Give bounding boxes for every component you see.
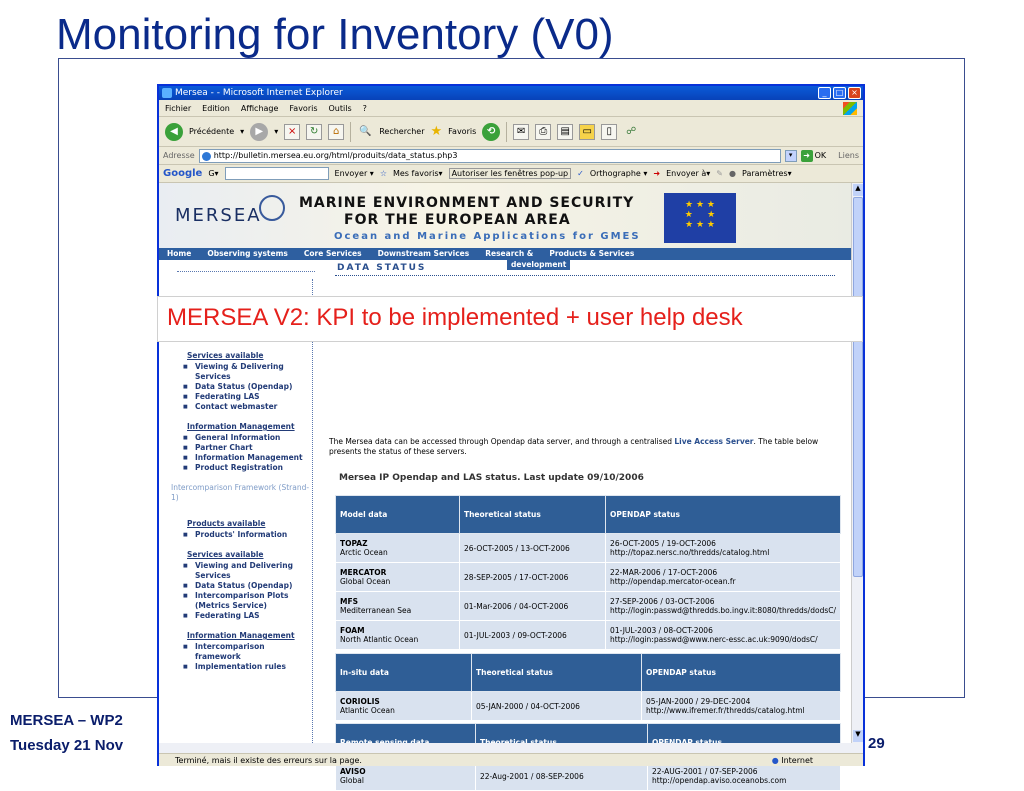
banner-subtitle: FOR THE EUROPEAN AREA <box>344 212 571 228</box>
sidebar-item-framework[interactable]: ■ Intercomparison framework <box>179 642 312 662</box>
status-text: Terminé, mais il existe des erreurs sur la page. <box>175 756 362 765</box>
opendap-cell <box>606 534 841 563</box>
opendap-dates: 27-SEP-2006 / 03-OCT-2006 <box>610 597 715 606</box>
google-search-input[interactable] <box>225 167 329 180</box>
horizontal-scrollbar[interactable] <box>159 743 863 753</box>
sidebar-item-data-status[interactable]: ■ Data Status (Opendap) <box>179 382 312 392</box>
model-region: North Atlantic Ocean <box>340 635 419 644</box>
table-row <box>336 534 841 563</box>
model-name: MERCATOR <box>340 568 387 577</box>
popup-blocker-button[interactable]: Autoriser les fenêtres pop-up <box>449 168 572 179</box>
messenger-icon[interactable]: ☍ <box>626 126 637 137</box>
back-dropdown-icon[interactable]: ▾ <box>240 127 245 136</box>
model-name: FOAM <box>340 626 365 635</box>
opendap-url[interactable]: http://login:passwd@www.nerc-essc.ac.uk:9090/dodsC/ <box>610 635 818 644</box>
google-logo[interactable]: Google <box>163 168 203 179</box>
table-row <box>336 692 841 721</box>
settings-circle-icon: ● <box>729 169 736 178</box>
banner-title: MARINE ENVIRONMENT AND SECURITY <box>299 195 635 211</box>
favorites-button-label[interactable]: Favoris <box>448 127 477 136</box>
sidebar-item-general-info[interactable]: ■ General Information <box>179 433 312 443</box>
nav-core-services[interactable]: Core Services <box>303 249 362 258</box>
toolbar <box>159 117 863 147</box>
sidebar-item-data-status-2[interactable]: ■ Data Status (Opendap) <box>179 581 312 591</box>
table-header: OPENDAP status <box>642 654 841 692</box>
browser-window <box>157 84 865 785</box>
google-send-button[interactable]: Envoyer ▾ <box>334 169 374 178</box>
window-title: Mersea - - Microsoft Internet Explorer <box>175 88 343 98</box>
footer-line1: MERSEA – WP2 <box>10 712 123 729</box>
opendap-url[interactable]: http://opendap.mercator-ocean.fr <box>610 577 736 586</box>
send-to-icon: ➜ <box>653 169 661 178</box>
opendap-cell <box>642 692 841 721</box>
theoretical-cell: 26-OCT-2005 / 13-OCT-2006 <box>459 534 605 563</box>
site-logo[interactable]: MERSEA <box>175 205 262 226</box>
model-cell <box>336 534 460 563</box>
forward-dropdown-icon[interactable]: ▾ <box>274 127 279 136</box>
page-number: 29 <box>868 735 885 752</box>
links-label[interactable]: Liens <box>838 151 859 160</box>
sidebar-item-plots[interactable]: ■ Intercomparison Plots (Metrics Service) <box>179 591 312 611</box>
address-label: Adresse <box>163 151 195 160</box>
nav-research-sub[interactable]: development <box>507 260 570 270</box>
opendap-url[interactable]: http://opendap.aviso.oceanobs.com <box>652 776 787 785</box>
search-button-label[interactable]: Rechercher <box>379 127 425 136</box>
intro-part2: . The table below presents the status of these servers. <box>329 437 819 456</box>
theoretical-cell: 28-SEP-2005 / 17-OCT-2006 <box>459 563 605 592</box>
sidebar-heading-services[interactable]: Services available <box>187 351 264 360</box>
nav-observing-systems[interactable]: Observing systems <box>207 249 288 258</box>
model-region: Global Ocean <box>340 577 391 586</box>
address-dropdown-icon[interactable]: ▾ <box>785 150 797 162</box>
theoretical-cell: 01-JUL-2003 / 09-OCT-2006 <box>459 621 605 650</box>
table-header: Theoretical status <box>472 654 642 692</box>
menu-favorites[interactable]: Favoris <box>289 103 318 113</box>
model-region: Arctic Ocean <box>340 548 388 557</box>
back-arrow-icon[interactable]: ◀ <box>165 123 183 141</box>
model-region: Mediterranean Sea <box>340 606 412 615</box>
sidebar-intercomparison-label: Intercomparison Framework (Strand-1) <box>171 483 310 502</box>
forward-arrow-icon[interactable]: ▶ <box>250 123 268 141</box>
google-g-button[interactable]: G▾ <box>208 169 219 178</box>
model-cell <box>336 621 460 650</box>
sidebar-item-viewing[interactable]: ■ Viewing & Delivering Services <box>179 362 312 382</box>
zone-text: Internet <box>781 756 813 765</box>
intro-text <box>329 437 843 457</box>
table-header: Theoretical status <box>459 496 605 534</box>
star-icon[interactable]: ☆ <box>379 169 387 178</box>
opendap-url[interactable]: http://login:passwd@thredds.bo.ingv.it:8080/thredds/dodsC/ <box>610 606 836 615</box>
las-link[interactable]: Live Access Server <box>674 437 754 446</box>
model-cell <box>336 692 472 721</box>
status-heading: Mersea IP Opendap and LAS status. Last update 09/10/2006 <box>339 473 644 483</box>
window-controls <box>818 87 861 99</box>
sidebar-item-products-info[interactable]: ■ Products' Information <box>179 530 312 540</box>
print-icon[interactable]: ⎙ <box>535 124 551 140</box>
opendap-dates: 05-JAN-2000 / 29-DEC-2004 <box>646 697 751 706</box>
globe-zone-icon: ● <box>771 756 779 765</box>
nav-home[interactable]: Home <box>167 249 192 258</box>
opendap-cell <box>606 592 841 621</box>
scroll-thumb[interactable] <box>853 197 863 577</box>
menu-bar <box>159 100 863 117</box>
window-titlebar[interactable] <box>159 86 863 100</box>
sidebar-item-info-mgmt[interactable]: ■ Information Management <box>179 453 312 463</box>
home-icon[interactable]: ⌂ <box>328 124 344 140</box>
opendap-cell <box>606 563 841 592</box>
table-row <box>336 592 841 621</box>
sidebar-item-federating-las-2[interactable]: ■ Federating LAS <box>179 611 312 621</box>
spellcheck-button[interactable]: Orthographe ▾ <box>589 169 648 178</box>
scroll-down-icon[interactable]: ▼ <box>853 730 863 742</box>
menu-view[interactable]: Affichage <box>240 103 279 113</box>
insitu-data-table <box>335 653 841 721</box>
model-data-table <box>335 495 841 650</box>
table-row <box>336 621 841 650</box>
menu-edit[interactable]: Edition <box>202 103 230 113</box>
edit-icon[interactable]: ▤ <box>557 124 573 140</box>
callout-text: MERSEA V2: KPI to be implemented + user help desk <box>167 304 743 331</box>
table-header: Model data <box>336 496 460 534</box>
menu-file[interactable]: Fichier <box>165 103 192 113</box>
ie-icon <box>162 88 172 98</box>
intro-part1: The Mersea data can be accessed through Opendap data server, and through a centralised <box>329 437 675 446</box>
pencil-icon[interactable]: ✎ <box>716 169 723 178</box>
address-input[interactable]: http://bulletin.mersea.eu.org/html/produits/data_status.php3 <box>199 149 781 163</box>
sidebar-heading-services-2[interactable]: Services available <box>187 550 264 559</box>
opendap-dates: 22-MAR-2006 / 17-OCT-2006 <box>610 568 718 577</box>
history-icon[interactable]: ⟲ <box>482 123 500 141</box>
table-header: OPENDAP status <box>606 496 841 534</box>
model-name: TOPAZ <box>340 539 368 548</box>
opendap-url[interactable]: http://www.ifremer.fr/thredds/catalog.html <box>646 706 805 715</box>
site-banner <box>159 183 851 248</box>
theoretical-cell: 01-Mar-2006 / 04-OCT-2006 <box>459 592 605 621</box>
model-name: AVISO <box>340 767 366 776</box>
minimize-icon[interactable]: _ <box>818 87 831 99</box>
toolbar-divider <box>350 122 351 142</box>
title-divider <box>335 275 835 276</box>
slide-title: Monitoring for Inventory (V0) <box>56 10 614 59</box>
banner-tagline: Ocean and Marine Applications for GMES <box>334 231 641 242</box>
sidebar-heading-info[interactable]: Information Management <box>187 422 295 431</box>
theoretical-cell: 22-Aug-2001 / 08-SEP-2006 <box>476 762 648 791</box>
search-icon[interactable]: 🔍 <box>358 126 372 137</box>
eu-flag-icon: ★ ★ ★ ★ ★ ★ ★ ★ <box>664 193 736 243</box>
sidebar-item-viewing-2[interactable]: ■ Viewing and Delivering Services <box>179 561 312 581</box>
sidebar-heading-info-2[interactable]: Information Management <box>187 631 295 640</box>
model-cell <box>336 592 460 621</box>
google-favorites-button[interactable]: Mes favoris▾ <box>392 169 443 178</box>
sidebar-heading-products[interactable]: Products available <box>187 519 266 528</box>
spellcheck-icon: ✓ <box>577 169 584 178</box>
send-to-button[interactable]: Envoyer à▾ <box>666 169 711 178</box>
model-region: Atlantic Ocean <box>340 706 395 715</box>
windows-logo-icon <box>843 102 857 115</box>
sidebar-frame-top <box>177 271 315 281</box>
google-settings-button[interactable]: Paramètres▾ <box>741 169 792 178</box>
sidebar-item-product-registration[interactable]: ■ Product Registration <box>179 463 312 473</box>
google-toolbar <box>159 165 863 183</box>
go-button[interactable] <box>801 150 827 162</box>
go-arrow-icon: ➜ <box>801 150 813 162</box>
opendap-dates: 01-JUL-2003 / 08-OCT-2006 <box>610 626 713 635</box>
model-name: CORIOLIS <box>340 697 380 706</box>
folder-icon[interactable]: ▭ <box>579 124 595 140</box>
sidebar-item-partner-chart[interactable]: ■ Partner Chart <box>179 443 312 453</box>
favorites-star-icon[interactable]: ★ <box>430 124 443 139</box>
vertical-scrollbar[interactable] <box>851 183 863 743</box>
back-button-label[interactable]: Précédente <box>189 127 235 136</box>
sidebar-item-rules[interactable]: ■ Implementation rules <box>179 662 312 672</box>
model-region: Global <box>340 776 364 785</box>
toolbar-divider <box>506 122 507 142</box>
nav-downstream-services[interactable]: Downstream Services <box>377 249 470 258</box>
menu-help[interactable]: ? <box>362 103 367 113</box>
opendap-cell <box>606 621 841 650</box>
mail-icon[interactable]: ✉ <box>513 124 529 140</box>
opendap-url[interactable]: http://topaz.nersc.no/thredds/catalog.html <box>610 548 770 557</box>
zone-indicator <box>772 754 813 767</box>
model-name: MFS <box>340 597 358 606</box>
footer-line2: Tuesday 21 Nov <box>10 737 124 754</box>
nav-research[interactable]: Research & <box>485 249 534 258</box>
globe-icon <box>259 195 285 221</box>
sidebar-item-federating-las[interactable]: ■ Federating LAS <box>179 392 312 402</box>
maximize-icon[interactable]: □ <box>833 87 846 99</box>
opendap-dates: 26-OCT-2005 / 19-OCT-2006 <box>610 539 716 548</box>
close-icon[interactable]: × <box>848 87 861 99</box>
data-status-title: DATA STATUS <box>337 263 427 273</box>
status-bar <box>159 753 863 766</box>
table-header: In-situ data <box>336 654 472 692</box>
scroll-up-icon[interactable]: ▲ <box>853 184 863 196</box>
opendap-dates: 22-AUG-2001 / 07-SEP-2006 <box>652 767 758 776</box>
model-cell <box>336 563 460 592</box>
refresh-icon[interactable]: ↻ <box>306 124 322 140</box>
stop-icon[interactable]: × <box>284 124 300 140</box>
go-label: OK <box>814 151 827 160</box>
sidebar-item-contact[interactable]: ■ Contact webmaster <box>179 402 312 412</box>
menu-tools[interactable]: Outils <box>328 103 352 113</box>
table-row <box>336 563 841 592</box>
nav-products-services[interactable]: Products & Services <box>549 249 635 258</box>
page-icon[interactable]: ▯ <box>601 124 617 140</box>
address-bar <box>159 147 863 165</box>
sidebar <box>167 279 313 759</box>
theoretical-cell: 05-JAN-2000 / 04-OCT-2006 <box>472 692 642 721</box>
